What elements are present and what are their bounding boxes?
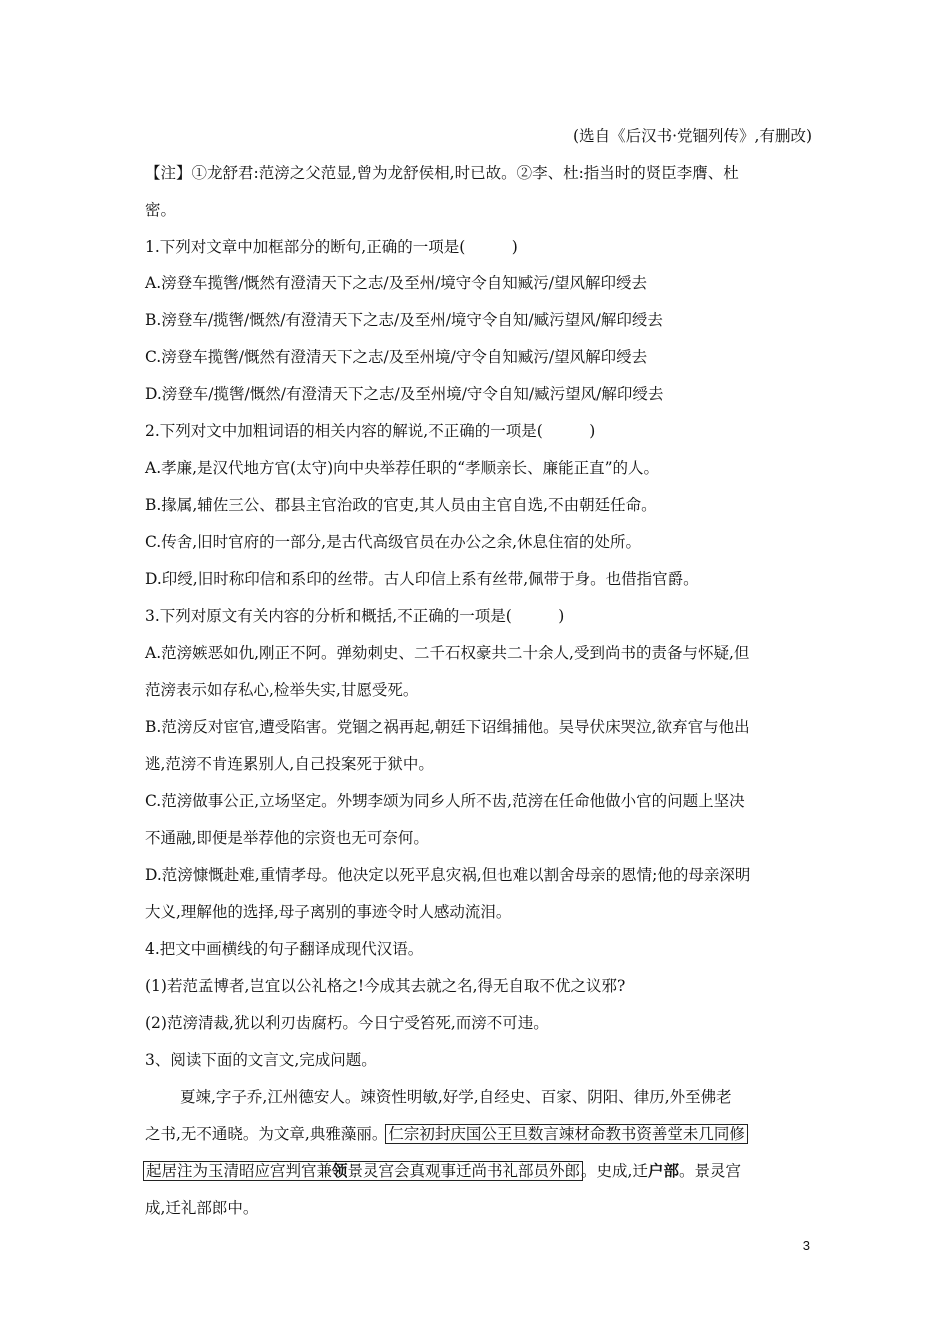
annotation-line-2: 密。 <box>145 201 177 219</box>
question-3-option-d-line-1: D.范滂慷慨赴难,重情孝母。他决定以死平息灾祸,但也难以割舍母亲的恩情;他的母亲深明 <box>145 866 751 884</box>
bold-word-hubu: 户部 <box>647 1161 679 1180</box>
question-2-option-d: D.印绶,旧时称印信和系印的丝带。古人印信上系有丝带,佩带于身。也借指官爵。 <box>145 570 699 588</box>
passage-text: 之书,无不通晓。为文章,典雅藻丽。 <box>145 1125 388 1143</box>
passage-line-2 <box>145 1123 810 1145</box>
question-3-stem: 3.下列对原文有关内容的分析和概括,不正确的一项是( ) <box>145 607 565 625</box>
question-2-option-a: A.孝廉,是汉代地方官(太守)向中央举荐任职的“孝顺亲长、廉能正直”的人。 <box>145 459 659 477</box>
page-number: 3 <box>802 1238 810 1253</box>
passage-line-1: 夏竦,字子乔,江州德安人。竦资性明敏,好学,自经史、百家、阴阳、律历,外至佛老 <box>180 1088 732 1106</box>
source-note: (选自《后汉书·党锢列传》,有删改) <box>573 127 812 145</box>
passage-line-3: 起居注为玉清昭应宫判官兼领景灵宫会真观事迁尚书礼部员外郎。史成,迁户部。景灵宫 <box>145 1160 810 1182</box>
question-3-option-c-line-1: C.范滂做事公正,立场坚定。外甥李颂为同乡人所不齿,范滂在任命他做小官的问题上坚决 <box>145 792 745 810</box>
question-1-option-a: A.滂登车揽辔/慨然有澄清天下之志/及至州/境守令自知臧污/望风解印绶去 <box>145 274 648 292</box>
question-3-option-c-line-2: 不通融,即便是举荐他的宗资也无可奈何。 <box>145 829 429 847</box>
bold-word-ling: 领 <box>332 1161 348 1180</box>
question-1-option-b: B.滂登车/揽辔/慨然/有澄清天下之志/及至州/境守令自知/臧污望风/解印绶去 <box>145 311 663 329</box>
question-1-option-d: D.滂登车/揽辔/慨然/有澄清天下之志/及至州境/守令自知/臧污望风/解印绶去 <box>145 385 664 403</box>
annotation-line-1: 【注】①龙舒君:范滂之父范显,曾为龙舒侯相,时已故。②李、杜:指当时的贤臣李膺、杜 <box>145 164 739 182</box>
question-2-option-b: B.掾属,辅佐三公、郡县主官治政的官吏,其人员由主官自选,不由朝廷任命。 <box>145 496 657 514</box>
question-3-option-a-line-1: A.范滂嫉恶如仇,刚正不阿。弹劾刺史、二千石权豪共二十余人,受到尚书的责备与怀疑,但 <box>145 644 750 662</box>
section-3-heading: 3、阅读下面的文言文,完成问题。 <box>145 1051 377 1069</box>
question-3-option-a-line-2: 范滂表示如存私心,检举失实,甘愿受死。 <box>145 681 419 699</box>
question-1-option-c: C.滂登车揽辔/慨然有澄清天下之志/及至州境/守令自知臧污/望风解印绶去 <box>145 348 648 366</box>
question-2-option-c: C.传舍,旧时官府的一部分,是古代高级官员在办公之余,休息住宿的处所。 <box>145 533 642 551</box>
question-3-option-b-line-2: 逃,范滂不肯连累别人,自己投案死于狱中。 <box>145 755 434 773</box>
boxed-passage-part-1: 仁宗初封庆国公王旦数言竦材命教书资善堂未几同修 <box>385 1124 748 1144</box>
passage-line-4: 成,迁礼部郎中。 <box>145 1199 259 1217</box>
question-4-sentence-1: (1)若范孟博者,岂宜以公礼格之!今成其去就之名,得无自取不优之议邪? <box>145 977 626 995</box>
question-3-option-d-line-2: 大义,理解他的选择,母子离别的事迹令时人感动流泪。 <box>145 903 512 921</box>
question-3-option-b-line-1: B.范滂反对宦官,遭受陷害。党锢之祸再起,朝廷下诏缉捕他。吴导伏床哭泣,欲弃官与他出 <box>145 718 750 736</box>
question-4-sentence-2: (2)范滂清裁,犹以利刃齿腐朽。今日宁受笞死,而滂不可违。 <box>145 1014 549 1032</box>
boxed-passage-part-2: 起居注为玉清昭应宫判官兼领景灵宫会真观事迁尚书礼部员外郎 <box>143 1161 583 1181</box>
question-4-stem: 4.把文中画横线的句子翻译成现代汉语。 <box>145 940 424 958</box>
question-1-stem: 1.下列对文章中加框部分的断句,正确的一项是( ) <box>145 238 518 256</box>
question-2-stem: 2.下列对文中加粗词语的相关内容的解说,不正确的一项是( ) <box>145 422 596 440</box>
